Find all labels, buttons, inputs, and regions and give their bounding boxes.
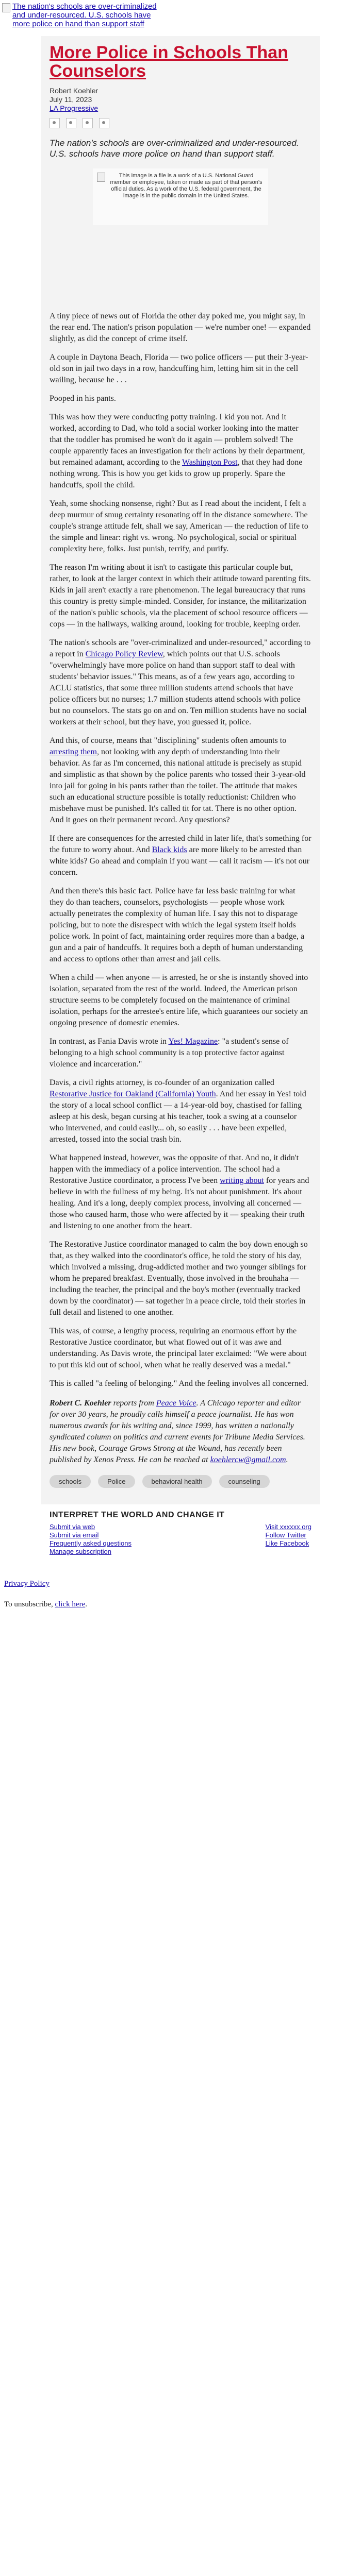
text: The nation's schools are "over-criminalized and under-resourced," according to a report in [50,638,311,658]
paragraph [50,1036,311,1070]
paragraph [50,735,311,826]
footer-left-column [50,1523,132,1556]
text: . And her essay in Yes! told the story of a local school conflict — a 14-year-old boy, chastised for falling asleep at his desk, began cursing at his teacher, took a swing at a counselor who intervened, and could easily... oh, so easily . . . have been expelled, arrested, tossed into the social trash bin. [50,1090,306,1144]
paragraph [50,412,311,491]
article-card [41,36,320,1504]
text: reports from [111,1399,156,1408]
paragraph: A couple in Daytona Beach, Florida — two police officers — put their 3-year-old son in jail two days in a row, handcuffing him, letting him sit in the cell wailing, because he . . . [50,353,308,384]
text: And this, of course, means that "disciplining" students often amounts to [50,736,287,745]
tag-pill[interactable]: behavioral health [142,1475,212,1488]
paragraph: Yeah, some shocking nonsense, right? But as I read about the incident, I felt a deep murmur of smug certainty resonating off in the distance somewhere. The couple's strange attitude felt, shall we say, American — the reduction of life to the simple and linear: right vs. wrong. No psychological, social or spiritual complexity here, folks. Just punish, terrify, and purify. [50,499,308,553]
facebook-link[interactable]: Like Facebook [265,1539,309,1547]
paragraph: This was, of course, a lengthy process, requiring an enormous effort by the Restorative Justice coordinator, but what flowed out of it was awe and understanding. As Davis wrote, the principal later exclaimed: "We were about to put this kid out of school, when what he really deserved was a medal." [50,1327,307,1369]
text: If there are consequences for the arrested child in later life, that's something for the future to worry about. And [50,834,311,854]
banner-image-alt: The nation's schools are over-criminalized and under-resourced. U.S. schools have more police on hand than support staff [12,2,157,28]
image-caption: This image is a file is a work of a U.S. National Guard member or employee, taken or made as part of that person's official duties. As a work of the U.S. federal government, the image is in the public domain in the United States. [110,173,262,199]
restorative-justice-oakland-link[interactable]: Restorative Justice for Oakland (California) Youth [50,1090,216,1098]
paragraph [50,1153,311,1232]
chicago-policy-review-link[interactable]: Chicago Policy Review [85,650,163,658]
privacy-policy-link[interactable]: Privacy Policy [4,1580,50,1588]
bio-author-name: Robert C. Koehler [50,1399,111,1408]
text: What happened instead, however, was the opposite of that. And no, it didn't happen with the immediacy of a police intervention. The school had a Restorative Justice coordinator, a process I've been [50,1154,299,1185]
paragraph: And then there's this basic fact. Police have far less basic training for what they do than teachers, counselors, psychologists — people whose work actually penetrates the complexity of human life. I say this not to disparage policing, but to note the disrespect with which the legal system itself holds police work. In point of fact, maintaining order requires more than a badge, a gun and a pair of handcuffs. It requires both a depth of human understanding and access to options other than arrest and jail cells. [50,887,305,963]
publish-date: July 11, 2023 [50,95,92,104]
paragraph: Pooped in his pants. [50,394,116,403]
text: are more likely to be arrested than white kids? Go ahead and complain if you want — call it racism — it's not our concern. [50,845,310,877]
twitter-link[interactable]: Follow Twitter [265,1531,306,1539]
tag-pill[interactable]: schools [50,1475,91,1488]
paragraph: This is called "a feeling of belonging." And the feeling involves all concerned. [50,1379,308,1388]
share-email-icon[interactable] [99,118,109,128]
top-banner [0,0,361,36]
article-dek: The nation's schools are over-criminalized and under-resourced. U.S. schools have more police on hand than support staff. [50,138,299,159]
paragraph: The reason I'm writing about it isn't to castigate this particular couple but, rather, to look at the larger context in which their attitude toward parenting fits. Kids in jail aren't exactly a rare phenomenon. The legal bureaucracy that runs this country is pretty simple-minded. Consider, for instance, the militarization of the nation's public schools, via the placement of school resource officers — cops — in the hallways, walking around, looking for trouble, keeping order. [50,563,311,629]
share-facebook-icon[interactable] [50,118,60,128]
washington-post-link[interactable]: Washington Post [182,458,238,467]
broken-image-icon [97,173,105,182]
author-name: Robert Koehler [50,87,99,95]
text: This was how they were conducting potty training. I kid you not. And it worked, according to Dad, who told a social worker looking into the matter that the toddler has promised he won't do it again — problem solved! The couple apparently faces an investigation for their actions by their department, but remained adamant, according to the [50,413,305,467]
unsubscribe-link[interactable]: click here [55,1600,86,1608]
text: . A Chicago reporter and editor for over 30 years, he proudly calls himself a peace journalist. He has won numerous awards for his writing and, since 1999, has written a nationally syndicated column on politics and current events for Tribune Media Services. His new book, Courage Grows Strong at the Wound, has recently been published by Xenos Press. He can be reached at [50,1399,305,1464]
text: . [85,1600,87,1608]
text: , not looking with any depth of understanding into their behavior. As far as I'm concerned, this national attitude is precisely as stupid and simplistic as that shown by the police parents who tossed their 3-year-old into jail for going in his pants rather than the toilet. The attitude that makes such an educational structure possible is totally reductionist: Children who misbehave must be punished. It's called tit for tat. There is no other option. And it goes on their permanent record. Any questions? [50,748,306,824]
black-kids-link[interactable]: Black kids [152,845,187,854]
paragraph: The Restorative Justice coordinator managed to calm the boy down enough so that, as they walked into the coordinator's office, he told the story of his day, which involved a missing, drug-addicted mother and two younger siblings for whom he prepared breakfast. Eventually, those involved in the brouhaha — including the teacher, the principal and the boy's mother (eventually tracked down by the coordinator) — sat together in a peace circle, told their stories in full detail and listened to one another. [50,1240,308,1317]
text: To unsubscribe, [4,1600,55,1608]
article-image [93,168,268,225]
article-figure [50,168,311,225]
text: . [286,1455,288,1464]
paragraph: A tiny piece of news out of Florida the other day poked me, you might say, in the rear end. The nation's prison population — we're number one! — expanded slightly, as did the concept of crime itself. [50,312,311,343]
author-email-link[interactable]: koehlercw@gmail.com [210,1455,286,1464]
yes-magazine-link[interactable]: Yes! Magazine [168,1037,218,1046]
paragraph [50,1077,311,1145]
article-title[interactable]: More Police in Schools Than Counselors [50,43,288,81]
footer-heading: INTERPRET THE WORLD AND CHANGE IT [50,1511,225,1519]
paragraph [50,637,311,728]
article-body [50,311,311,1389]
tag-pill[interactable]: counseling [219,1475,270,1488]
text: , which points out that U.S. schools "overwhelmingly have more police on hand than support staff to deal with students' behavior issues." This means, as of a few years ago, according to ACLU statistics, that some three million students attend schools that have police officers but no nurses; 1.7 million students attend schools with police but no counselors. The stats go on and on. Ten million students have no social workers at their school, but they have, you guessed it, police. [50,650,307,726]
tag-pill[interactable]: Police [98,1475,135,1488]
text: Davis, a civil rights attorney, is co-founder of an organization called [50,1078,274,1087]
author-bio [50,1398,311,1466]
text: for years and believe in with the fullness of my being. It's not about punishment. It's about healing. And it's a long, deeply complex process, involving all concerned — those who caused harm, those who were affected by it — speaking their truth and listening to one another from the heart. [50,1176,309,1230]
tag-list [50,1475,311,1488]
email-footer [0,1563,361,1625]
paragraph: When a child — when anyone — is arrested, he or she is instantly shoved into isolation, separated from the rest of the world. Indeed, the American prison structure seems to be completely focused on the maintenance of criminal isolation, perhaps for the arrestee's entire life, which guarantees our society an ongoing presence of domestic enemies. [50,973,308,1027]
submit-email-link[interactable]: Submit via email [50,1531,99,1539]
footer-links [41,1523,320,1563]
article-meta [50,87,311,113]
peace-voice-link[interactable]: Peace Voice [156,1399,196,1408]
submit-web-link[interactable]: Submit via web [50,1523,95,1531]
text: In contrast, as Fania Davis wrote in [50,1037,169,1046]
share-twitter-icon[interactable] [66,118,76,128]
broken-image-icon [2,3,10,12]
paragraph [50,833,311,878]
unsubscribe-line [4,1599,357,1609]
share-bar [50,118,311,128]
faq-link[interactable]: Frequently asked questions [50,1539,132,1547]
footer-right-column [266,1523,311,1556]
text: : "a student's sense of belonging to a high school community is a top protective factor against violence and incarceration." [50,1037,289,1069]
visit-site-link[interactable]: Visit xxxxxx.org [265,1523,311,1531]
text: , that they had done nothing wrong. This is how you get kids to grow up properly. Spare the handcuffs, spoil the child. [50,458,303,489]
outlet-link[interactable]: LA Progressive [50,104,99,112]
arresting-them-link[interactable]: arresting them [50,748,97,756]
banner-image-link[interactable] [2,2,167,28]
image-spacer [50,233,311,311]
share-linkedin-icon[interactable] [83,118,93,128]
manage-subscription-link[interactable]: Manage subscription [50,1548,111,1555]
writing-about-link[interactable]: writing about [220,1176,264,1185]
